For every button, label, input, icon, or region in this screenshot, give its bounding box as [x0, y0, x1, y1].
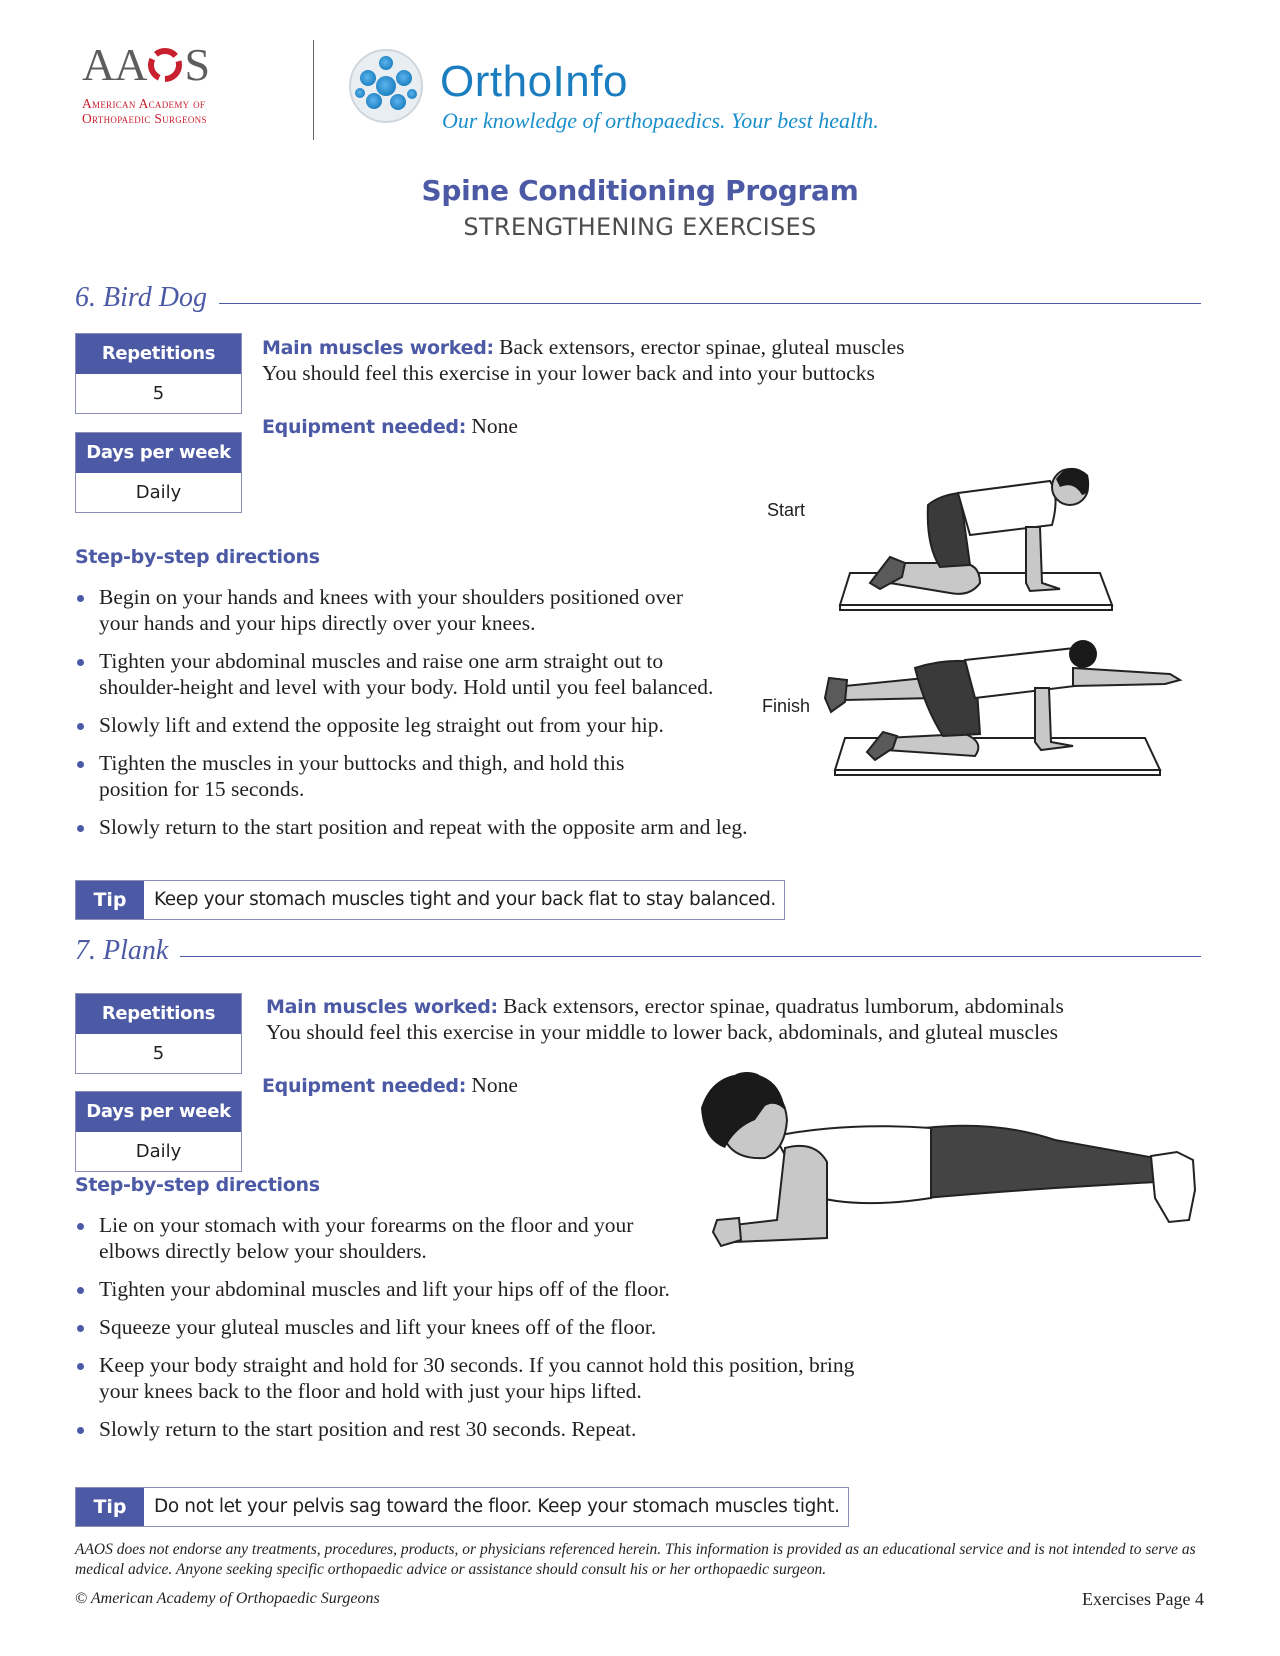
main-muscles: [262, 334, 905, 361]
days-per-week-label: Days per week: [76, 433, 241, 473]
repetitions-label: Repetitions: [76, 334, 241, 374]
aaos-logo: [82, 39, 282, 126]
orthoinfo-globe-icon: [346, 46, 426, 126]
orthoinfo-tagline: Our knowledge of orthopaedics. Your best health.: [442, 108, 879, 133]
orthoinfo-title: OrthoInfo: [440, 57, 628, 106]
figure-label-start: Start: [767, 500, 806, 520]
equipment-label: Equipment needed:: [262, 1075, 467, 1097]
aaos-wordmark: [82, 39, 282, 90]
exercise-heading-text: 6. Bird Dog: [75, 282, 207, 313]
main-muscles-label: Main muscles worked:: [262, 337, 494, 359]
copyright: © American Academy of Orthopaedic Surgeons: [75, 1590, 380, 1607]
tip-label: Tip: [76, 1488, 144, 1526]
tip-box: [75, 880, 785, 920]
repetitions-value: 5: [76, 374, 241, 413]
equipment-value: None: [471, 414, 518, 438]
repetitions-label: Repetitions: [76, 994, 241, 1034]
document-title: Spine Conditioning Program: [421, 174, 859, 207]
aaos-org-line1: American Academy of: [82, 96, 206, 111]
days-per-week-label: Days per week: [76, 1092, 241, 1132]
tip-text: Keep your stomach muscles tight and your back flat to stay balanced.: [144, 881, 784, 919]
page-label: Page 4: [1155, 1589, 1204, 1609]
repetitions-box: [75, 993, 242, 1074]
step-item: Slowly lift and extend the opposite leg straight out from your hip.: [75, 712, 815, 738]
bird-dog-start-illustration: [830, 465, 1150, 615]
step-item: Begin on your hands and knees with your shoulders positioned over your hands and your hips directly over your knees.: [75, 584, 725, 636]
equipment-needed: [262, 1072, 518, 1099]
tip-box: [75, 1487, 849, 1527]
repetitions-value: 5: [76, 1034, 241, 1073]
steps-list: [75, 584, 748, 852]
aaos-org-name: [82, 96, 282, 126]
days-per-week-box: [75, 1091, 242, 1172]
feel-text: You should feel this exercise in your middle to lower back, abdominals, and gluteal muscles: [266, 1020, 1058, 1044]
heading-rule: [219, 303, 1201, 304]
steps-heading: Step-by-step directions: [75, 546, 320, 568]
aaos-org-line2: Orthopaedic Surgeons: [82, 111, 207, 126]
equipment-needed: [262, 413, 518, 440]
page-number: [1082, 1589, 1204, 1610]
step-item: Tighten your abdominal muscles and raise one arm straight out to shoulder-height and level with your body. Hold until you feel balanced.: [75, 648, 715, 700]
equipment-value: None: [471, 1073, 518, 1097]
bird-dog-finish-illustration: [815, 638, 1195, 778]
step-item: Tighten the muscles in your buttocks and thigh, and hold this position for 15 seconds.: [75, 750, 695, 802]
step-item: Squeeze your gluteal muscles and lift your knees off of the floor.: [75, 1314, 955, 1340]
main-muscles-value: Back extensors, erector spinae, gluteal muscles: [499, 335, 905, 359]
feel-text: You should feel this exercise in your lower back and into your buttocks: [262, 361, 875, 385]
equipment-label: Equipment needed:: [262, 416, 467, 438]
page-section: Exercises: [1082, 1589, 1151, 1609]
steps-heading: Step-by-step directions: [75, 1174, 320, 1196]
aaos-letters-before: AA: [82, 39, 147, 90]
days-per-week-value: Daily: [76, 473, 241, 512]
step-item: Lie on your stomach with your forearms on the floor and your elbows directly below your shoulders.: [75, 1212, 655, 1264]
exercise-heading-plank: [75, 935, 1201, 967]
repetitions-box: [75, 333, 242, 414]
step-item: Slowly return to the start position and repeat with the opposite arm and leg.: [75, 814, 835, 840]
step-item: Slowly return to the start position and rest 30 seconds. Repeat.: [75, 1416, 955, 1442]
steps-list: [75, 1212, 955, 1454]
days-per-week-box: [75, 432, 242, 513]
exercise-heading-bird-dog: [75, 282, 1201, 314]
main-muscles: [266, 993, 1064, 1020]
document-subtitle: STRENGTHENING EXERCISES: [463, 213, 817, 241]
figure-label-finish: Finish: [762, 696, 811, 716]
disclaimer: AAOS does not endorse any treatments, procedures, products, or physicians referenced herein. This information is provided as an educational service and is not intended to serve as medical advice. Anyone seeking specific orthopaedic advice or assistance should consult his or her orthopaedic surgeon.: [75, 1541, 1196, 1578]
aaos-swirl-icon: [147, 47, 183, 83]
main-muscles-label: Main muscles worked:: [266, 996, 498, 1018]
tip-label: Tip: [76, 881, 144, 919]
exercise-heading-text: 7. Plank: [75, 935, 169, 966]
heading-rule: [180, 956, 1201, 957]
tip-text: Do not let your pelvis sag toward the floor. Keep your stomach muscles tight.: [144, 1488, 848, 1526]
main-muscles-value: Back extensors, erector spinae, quadratus lumborum, abdominals: [503, 994, 1064, 1018]
step-item: Tighten your abdominal muscles and lift your hips off of the floor.: [75, 1276, 955, 1302]
header-divider: [313, 40, 314, 140]
aaos-letters-after: S: [184, 39, 210, 90]
days-per-week-value: Daily: [76, 1132, 241, 1171]
step-item: Keep your body straight and hold for 30 seconds. If you cannot hold this position, bring your knees back to the floor and hold with just your hips lifted.: [75, 1352, 875, 1404]
